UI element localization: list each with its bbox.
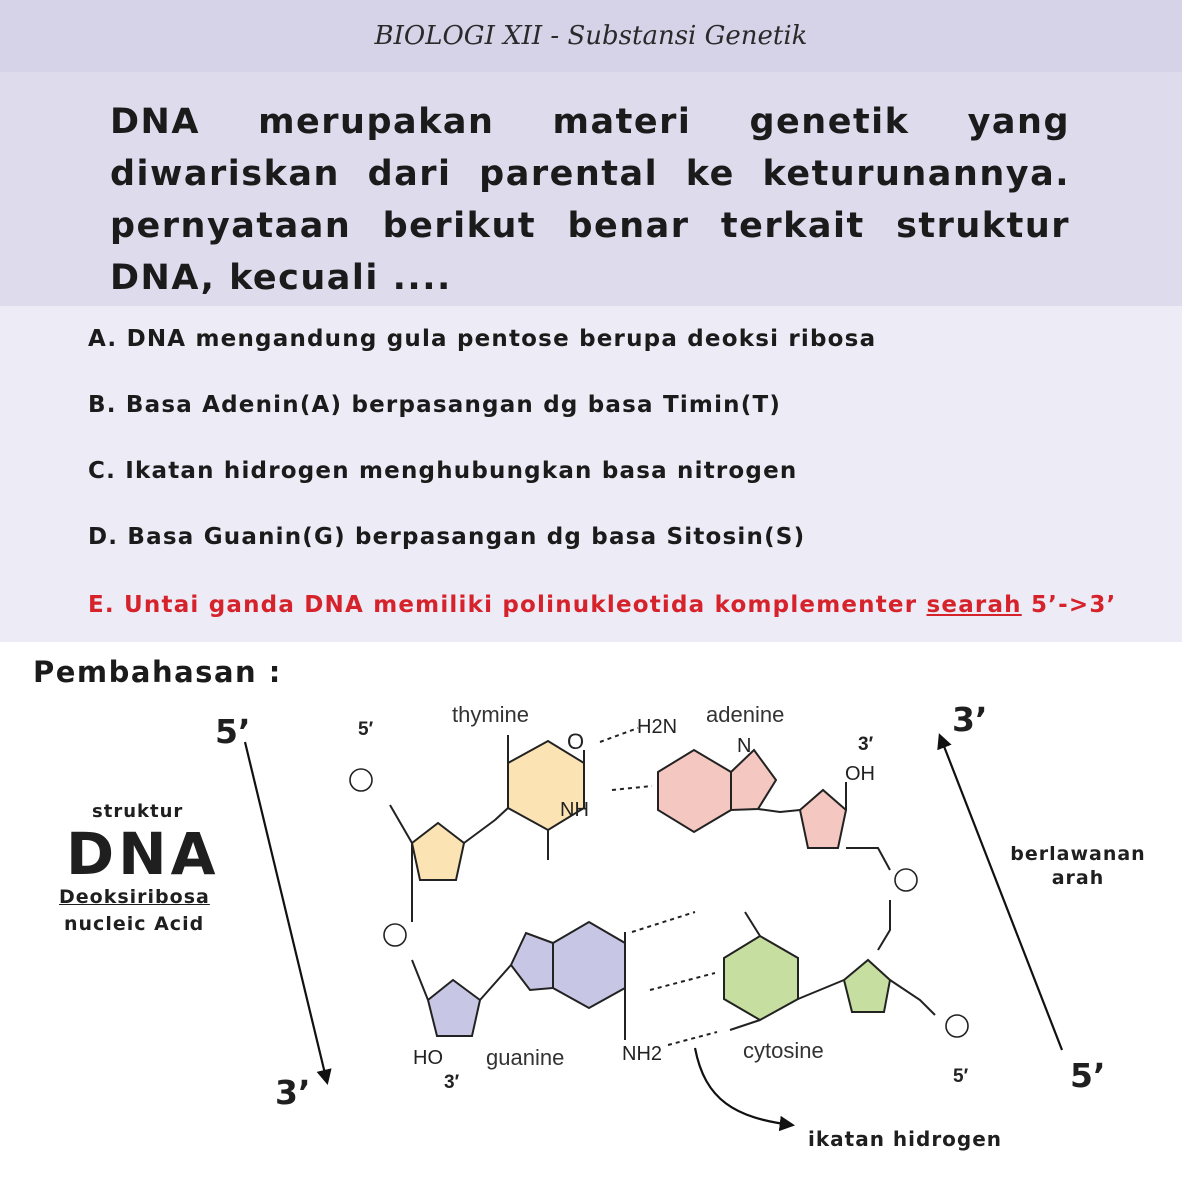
left-strand-bottom-label: 3’ bbox=[275, 1073, 311, 1112]
atom-OH: OH bbox=[845, 763, 875, 785]
header-title: BIOLOGI XII - Substansi Genetik bbox=[374, 21, 808, 51]
dna-label-line: nucleic Acid bbox=[64, 913, 205, 935]
option-e-pre: E. Untai ganda DNA memiliki polinukleotida komplementer bbox=[88, 592, 927, 618]
dna-label-big: DNA bbox=[66, 820, 220, 888]
left-strand-arrow bbox=[245, 742, 327, 1082]
guanine-ring-6 bbox=[553, 922, 625, 1008]
sugar-adenine bbox=[800, 790, 846, 848]
molecule-structure bbox=[350, 702, 969, 1093]
option-d[interactable]: D. Basa Guanin(G) berpasangan dg basa Sitosin(S) bbox=[88, 524, 806, 550]
end-label-3prime-top: 3′ bbox=[858, 734, 874, 755]
atom-H2N: H2N bbox=[637, 716, 678, 738]
option-b[interactable]: B. Basa Adenin(A) berpasangan dg basa Timin(T) bbox=[88, 392, 782, 418]
option-e-post: 5’->3’ bbox=[1021, 592, 1117, 618]
explanation-heading: Pembahasan : bbox=[33, 655, 282, 689]
right-strand-bottom-label: 5’ bbox=[1070, 1056, 1106, 1095]
dna-label-small: struktur bbox=[92, 801, 184, 822]
adenine-ring-5 bbox=[731, 750, 776, 810]
label-adenine: adenine bbox=[706, 702, 785, 727]
option-a[interactable]: A. DNA mengandung gula pentose berupa deoksi ribosa bbox=[88, 326, 877, 352]
atom-O: O bbox=[567, 729, 585, 754]
left-strand-top-label: 5’ bbox=[215, 712, 251, 751]
direction-note: berlawanan arah bbox=[1010, 843, 1146, 889]
sugar-thymine bbox=[412, 823, 464, 880]
sugar-cytosine bbox=[844, 960, 890, 1012]
right-strand-arrow bbox=[940, 736, 1062, 1050]
atom-NH: NH bbox=[560, 799, 589, 821]
adenine-ring-6 bbox=[658, 750, 731, 832]
question-text: DNA merupakan materi genetik yang diwariskan dari parental ke keturunannya. pernyataan berikut benar terkait struktur DNA, kecuali .... bbox=[110, 102, 1070, 298]
option-c[interactable]: C. Ikatan hidrogen menghubungkan basa nitrogen bbox=[88, 458, 798, 484]
label-thymine: thymine bbox=[452, 702, 530, 727]
right-strand-top-label: 3’ bbox=[952, 700, 988, 739]
guanine-ring-5 bbox=[511, 933, 553, 990]
end-label-5prime-top: 5′ bbox=[358, 719, 374, 740]
atom-N: N bbox=[737, 735, 752, 757]
label-cytosine: cytosine bbox=[743, 1038, 824, 1063]
dna-label-underlined: Deoksiribosa bbox=[59, 886, 210, 908]
atom-NH2: NH2 bbox=[622, 1043, 663, 1065]
end-label-3prime-bottom: 3′ bbox=[444, 1072, 460, 1093]
sugar-guanine bbox=[428, 980, 480, 1036]
label-guanine: guanine bbox=[486, 1045, 565, 1070]
hbond-note: ikatan hidrogen bbox=[808, 1127, 1003, 1151]
atom-HO: HO bbox=[413, 1047, 443, 1069]
end-label-5prime-bottom: 5′ bbox=[953, 1066, 969, 1087]
cytosine-ring bbox=[724, 936, 798, 1020]
option-e-underlined: searah bbox=[926, 592, 1022, 618]
